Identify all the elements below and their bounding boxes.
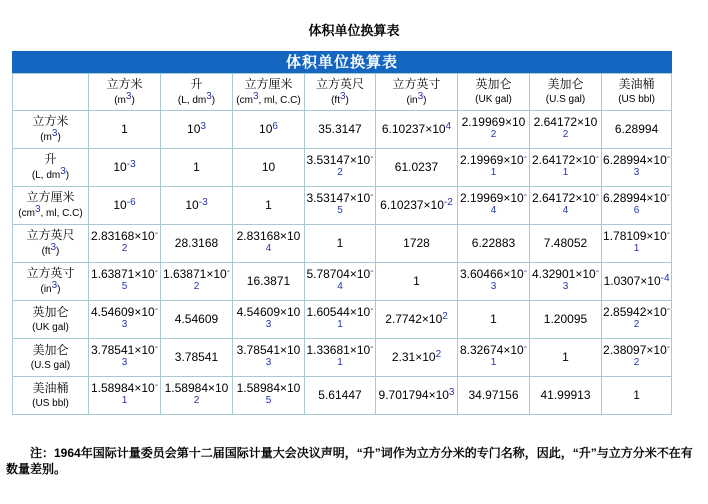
value-cell: 2.64172×10-4 <box>530 187 602 225</box>
value-cell: 35.3147 <box>305 111 376 149</box>
superscript: - <box>595 265 600 277</box>
superscript: - <box>154 341 159 353</box>
superscript: - <box>666 151 671 163</box>
superscript: 2 <box>633 318 640 330</box>
superscript: - <box>154 303 159 315</box>
column-header <box>458 74 530 111</box>
value-cell: 6.10237×104 <box>376 111 458 149</box>
superscript: - <box>370 189 374 201</box>
value-cell: 41.99913 <box>530 377 602 415</box>
table-row <box>13 377 672 415</box>
column-header <box>233 74 305 111</box>
superscript: 5 <box>121 280 128 292</box>
superscript: - <box>126 159 131 170</box>
unit-name: 升 <box>44 152 57 166</box>
table-row <box>13 263 672 301</box>
value-cell: 10-6 <box>89 187 161 225</box>
value-cell: 2.31×102 <box>376 339 458 377</box>
superscript: 3 <box>490 280 497 292</box>
superscript: - <box>370 151 374 163</box>
unit-name: 美油桶 <box>32 380 69 395</box>
value-cell: 2.19969×10-1 <box>458 149 530 187</box>
unit-name: 美油桶 <box>618 77 655 91</box>
unit-name: 英加仑 <box>32 304 69 319</box>
value-cell: 2.19969×102 <box>458 111 530 149</box>
superscript: 1 <box>337 356 343 368</box>
value-cell: 6.28994×10-3 <box>602 149 672 187</box>
superscript: - <box>370 303 374 315</box>
value-cell: 1.58984×105 <box>233 377 305 415</box>
value-cell: 4.54609 <box>161 301 233 339</box>
superscript: 4 <box>445 121 452 132</box>
superscript: 3 <box>130 159 136 170</box>
superscript: - <box>523 151 528 163</box>
column-header <box>305 74 376 111</box>
value-cell: 3.78541×103 <box>233 339 305 377</box>
unit-symbol: (ft3) <box>41 242 60 257</box>
superscript: - <box>443 197 448 208</box>
superscript: 4 <box>490 204 497 216</box>
value-cell: 1 <box>376 263 458 301</box>
superscript: 3 <box>633 166 640 178</box>
unit-symbol: (m3) <box>40 128 61 143</box>
value-cell: 10-3 <box>89 149 161 187</box>
value-cell: 1 <box>530 339 602 377</box>
value-cell: 10-3 <box>161 187 233 225</box>
superscript: - <box>666 341 671 353</box>
superscript: 1 <box>562 166 569 178</box>
superscript: 2 <box>633 356 640 368</box>
value-cell: 2.85942×10-2 <box>602 301 672 339</box>
unit-symbol: (L, dm3) <box>31 166 70 181</box>
footnote: 注：1964年国际计量委员会第十二届国际计量大会决议声明，“升”词作为立方分米的专门名称，因此，“升”与立方分米不在有数量差别。 <box>6 446 693 476</box>
unit-symbol: (U.S gal) <box>545 94 586 105</box>
unit-name: 立方英尺 <box>26 228 75 242</box>
value-cell: 1.58984×10-1 <box>89 377 161 415</box>
superscript: - <box>660 273 664 284</box>
superscript: 1 <box>490 356 497 368</box>
value-cell: 2.64172×10-1 <box>530 149 602 187</box>
row-header <box>13 377 89 415</box>
value-cell: 5.78704×10-4 <box>305 263 376 301</box>
value-cell: 1.60544×10-1 <box>305 301 376 339</box>
superscript: 3 <box>252 90 259 102</box>
superscript: 3 <box>562 280 569 292</box>
superscript: 3 <box>339 90 346 102</box>
superscript: - <box>666 189 671 201</box>
corner-cell <box>13 74 89 111</box>
column-header <box>530 74 602 111</box>
superscript: 4 <box>337 280 343 292</box>
unit-name: 升 <box>190 76 203 91</box>
value-cell: 2.64172×102 <box>530 111 602 149</box>
value-cell: 6.10237×10-2 <box>376 187 458 225</box>
value-cell: 6.22883 <box>458 225 530 263</box>
value-cell: 7.48052 <box>530 225 602 263</box>
superscript: 3 <box>448 387 455 398</box>
conversion-table <box>12 51 672 415</box>
superscript: - <box>370 341 374 353</box>
superscript: 4 <box>265 242 272 254</box>
column-header <box>161 74 233 111</box>
value-cell: 1728 <box>376 225 458 263</box>
page-title: 体积单位换算表 <box>308 23 400 38</box>
unit-name: 美加仑 <box>547 77 584 91</box>
superscript: - <box>154 265 159 277</box>
superscript: 3 <box>202 197 208 208</box>
unit-name: 立方厘米 <box>244 76 293 91</box>
superscript: 2 <box>442 311 448 322</box>
table-row <box>13 187 672 225</box>
table-row <box>13 149 672 187</box>
unit-symbol: (U.S gal) <box>30 359 71 371</box>
superscript: 2 <box>490 128 497 140</box>
table-banner-title: 体积单位换算表 <box>13 52 672 74</box>
value-cell: 103 <box>161 111 233 149</box>
superscript: 3 <box>125 90 132 102</box>
superscript: - <box>666 303 671 315</box>
superscript: 3 <box>417 90 424 102</box>
unit-name: 美加仑 <box>32 342 69 357</box>
column-header <box>602 74 672 111</box>
value-cell: 1 <box>161 149 233 187</box>
unit-name: 英加仑 <box>475 77 512 91</box>
row-header <box>13 187 89 225</box>
value-cell: 1 <box>458 301 530 339</box>
superscript: - <box>523 341 528 353</box>
superscript: 3 <box>121 356 128 368</box>
value-cell: 1.20095 <box>530 301 602 339</box>
superscript: 2 <box>337 166 343 178</box>
superscript: - <box>595 189 600 201</box>
unit-symbol: (m3) <box>114 90 135 106</box>
unit-symbol: (in3) <box>40 280 61 295</box>
superscript: - <box>226 265 231 277</box>
superscript: - <box>198 197 203 208</box>
superscript: 3 <box>51 280 58 291</box>
superscript: 3 <box>51 128 58 139</box>
value-cell: 1.58984×102 <box>161 377 233 415</box>
superscript: 2 <box>193 394 200 406</box>
unit-name: 立方米 <box>32 114 69 128</box>
value-cell: 34.97156 <box>458 377 530 415</box>
superscript: 2 <box>121 242 128 254</box>
value-cell: 28.3168 <box>161 225 233 263</box>
value-cell: 4.32901×10-3 <box>530 263 602 301</box>
page <box>0 20 708 477</box>
row-header <box>13 225 89 263</box>
value-cell: 4.54609×10-3 <box>89 301 161 339</box>
row-header <box>13 339 89 377</box>
value-cell: 2.7742×102 <box>376 301 458 339</box>
row-header <box>13 263 89 301</box>
value-cell: 1.63871×10-5 <box>89 263 161 301</box>
value-cell: 1 <box>233 187 305 225</box>
value-cell: 2.83168×104 <box>233 225 305 263</box>
unit-name: 立方米 <box>106 76 143 91</box>
superscript: 4 <box>663 273 670 284</box>
value-cell: 61.0237 <box>376 149 458 187</box>
value-cell: 5.61447 <box>305 377 376 415</box>
unit-symbol: (L, dm3) <box>177 90 216 106</box>
unit-name: 立方英寸 <box>26 266 75 280</box>
value-cell: 3.53147×10-2 <box>305 149 376 187</box>
superscript: - <box>523 265 528 277</box>
value-cell: 1.33681×10-1 <box>305 339 376 377</box>
unit-name: 立方厘米 <box>26 190 75 204</box>
row-header <box>13 149 89 187</box>
superscript: - <box>126 197 131 208</box>
superscript: 2 <box>447 197 453 208</box>
table-row <box>13 301 672 339</box>
unit-symbol: (UK gal) <box>32 321 69 333</box>
unit-name: 立方英寸 <box>392 76 441 91</box>
superscript: 3 <box>50 242 57 253</box>
value-cell: 3.53147×10-5 <box>305 187 376 225</box>
superscript: - <box>154 227 159 239</box>
superscript: 5 <box>337 204 343 216</box>
superscript: 3 <box>60 166 66 177</box>
superscript: 3 <box>34 204 41 215</box>
superscript: - <box>666 227 671 239</box>
value-cell: 16.3871 <box>233 263 305 301</box>
superscript: - <box>154 379 159 391</box>
value-cell: 1 <box>602 377 672 415</box>
superscript: 1 <box>490 166 497 178</box>
table-row <box>13 339 672 377</box>
value-cell: 2.19969×10-4 <box>458 187 530 225</box>
superscript: - <box>523 189 528 201</box>
value-cell: 1.78109×10-1 <box>602 225 672 263</box>
row-header <box>13 301 89 339</box>
table-row <box>13 225 672 263</box>
value-cell: 3.60466×10-3 <box>458 263 530 301</box>
superscript: 2 <box>193 280 200 292</box>
superscript: 1 <box>633 242 640 254</box>
value-cell: 106 <box>233 111 305 149</box>
superscript: 1 <box>121 394 128 406</box>
superscript: 6 <box>272 121 278 132</box>
column-header <box>89 74 161 111</box>
superscript: 6 <box>633 204 640 216</box>
unit-symbol: (cm3, ml, C.C) <box>18 204 83 219</box>
row-header <box>13 111 89 149</box>
unit-name: 立方英尺 <box>315 76 364 91</box>
value-cell: 6.28994×10-6 <box>602 187 672 225</box>
superscript: 3 <box>265 356 272 368</box>
superscript: 3 <box>265 318 272 330</box>
superscript: 4 <box>562 204 569 216</box>
value-cell: 1 <box>305 225 376 263</box>
value-cell: 4.54609×103 <box>233 301 305 339</box>
column-header-row <box>13 74 672 111</box>
value-cell: 2.38097×10-2 <box>602 339 672 377</box>
value-cell: 1.0307×10-4 <box>602 263 672 301</box>
value-cell: 1 <box>89 111 161 149</box>
superscript: 3 <box>206 90 212 102</box>
superscript: 3 <box>121 318 128 330</box>
value-cell: 6.28994 <box>602 111 672 149</box>
value-cell: 1.63871×10-2 <box>161 263 233 301</box>
unit-symbol: (ft3) <box>331 90 349 106</box>
table-row <box>13 111 672 149</box>
unit-symbol: (UK gal) <box>475 94 512 105</box>
value-cell: 3.78541×10-3 <box>89 339 161 377</box>
value-cell: 2.83168×10-2 <box>89 225 161 263</box>
superscript: 3 <box>200 121 206 132</box>
unit-symbol: (US bbl) <box>618 94 655 105</box>
table-banner-row <box>13 52 672 74</box>
unit-symbol: (cm3, ml, C.C) <box>236 90 301 106</box>
value-cell: 3.78541 <box>161 339 233 377</box>
superscript: 2 <box>562 128 569 140</box>
superscript: 6 <box>130 197 136 208</box>
value-cell: 10 <box>233 149 305 187</box>
unit-symbol: (in3) <box>406 90 427 106</box>
superscript: - <box>595 151 600 163</box>
column-header <box>376 74 458 111</box>
superscript: 5 <box>265 394 272 406</box>
unit-symbol: (US bbl) <box>32 397 69 409</box>
superscript: - <box>370 265 374 277</box>
value-cell: 9.701794×103 <box>376 377 458 415</box>
value-cell: 8.32674×10-1 <box>458 339 530 377</box>
superscript: 1 <box>337 318 343 330</box>
superscript: 2 <box>435 349 442 360</box>
